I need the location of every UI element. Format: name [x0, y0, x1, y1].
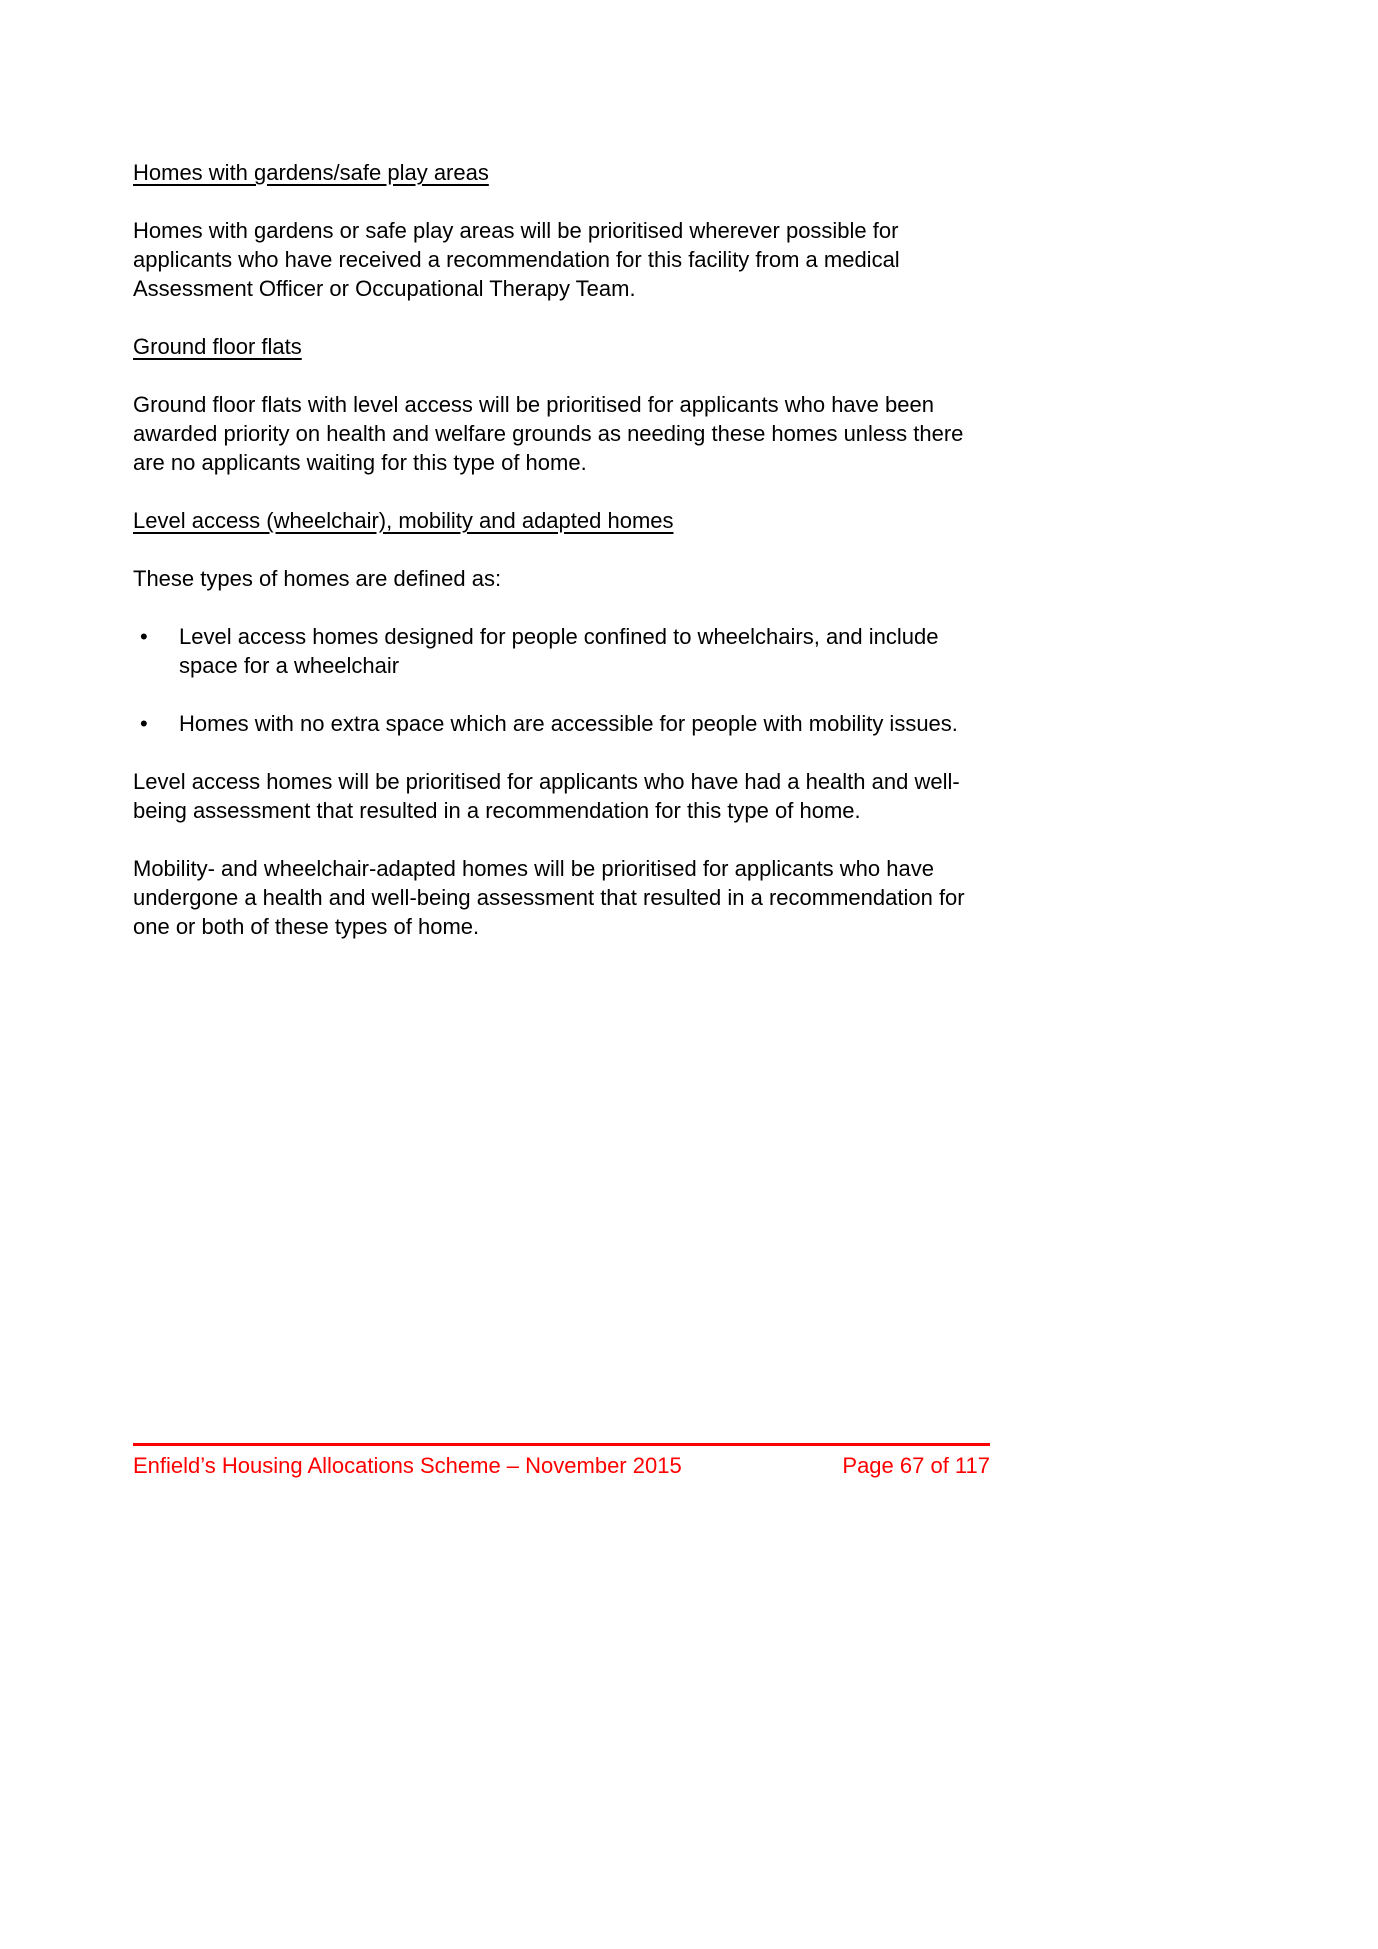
list-item [133, 622, 990, 680]
paragraph-level-access-priority: Level access homes will be prioritised for applicants who have had a health and well-being assessment that resulted in a recommendation for this type of home. [133, 769, 960, 823]
bullet-icon: • [140, 624, 148, 649]
list-item-text: Level access homes designed for people confined to wheelchairs, and include space for a wheelchair [179, 624, 939, 678]
section-heading-level-access: Level access (wheelchair), mobility and adapted homes [133, 508, 674, 533]
list-item-text: Homes with no extra space which are accessible for people with mobility issues. [179, 711, 958, 736]
list-item [133, 709, 990, 738]
paragraph-defined-as: These types of homes are defined as: [133, 566, 502, 591]
paragraph-mobility-adapted: Mobility- and wheelchair-adapted homes will be prioritised for applicants who have undergone a health and well-being assessment that resulted in a recommendation for one or both of these types of home. [133, 856, 965, 939]
section-heading-gardens: Homes with gardens/safe play areas [133, 160, 489, 185]
paragraph-ground-floor-flats: Ground floor flats with level access will be prioritised for applicants who have been awarded priority on health and welfare grounds as needing these homes unless there are no applicants waiting for this type of home. [133, 392, 964, 475]
page-footer [133, 1443, 990, 1480]
footer-page-number: Page 67 of 117 [842, 1453, 990, 1478]
bullet-icon: • [140, 711, 148, 736]
paragraph-gardens: Homes with gardens or safe play areas will be prioritised wherever possible for applicants who have received a recommendation for this facility from a medical Assessment Officer or Occupational Therapy Team. [133, 218, 900, 301]
section-heading-ground-floor-flats: Ground floor flats [133, 334, 302, 359]
footer-document-title: Enfield’s Housing Allocations Scheme – November 2015 [133, 1453, 682, 1478]
document-body [133, 158, 990, 970]
